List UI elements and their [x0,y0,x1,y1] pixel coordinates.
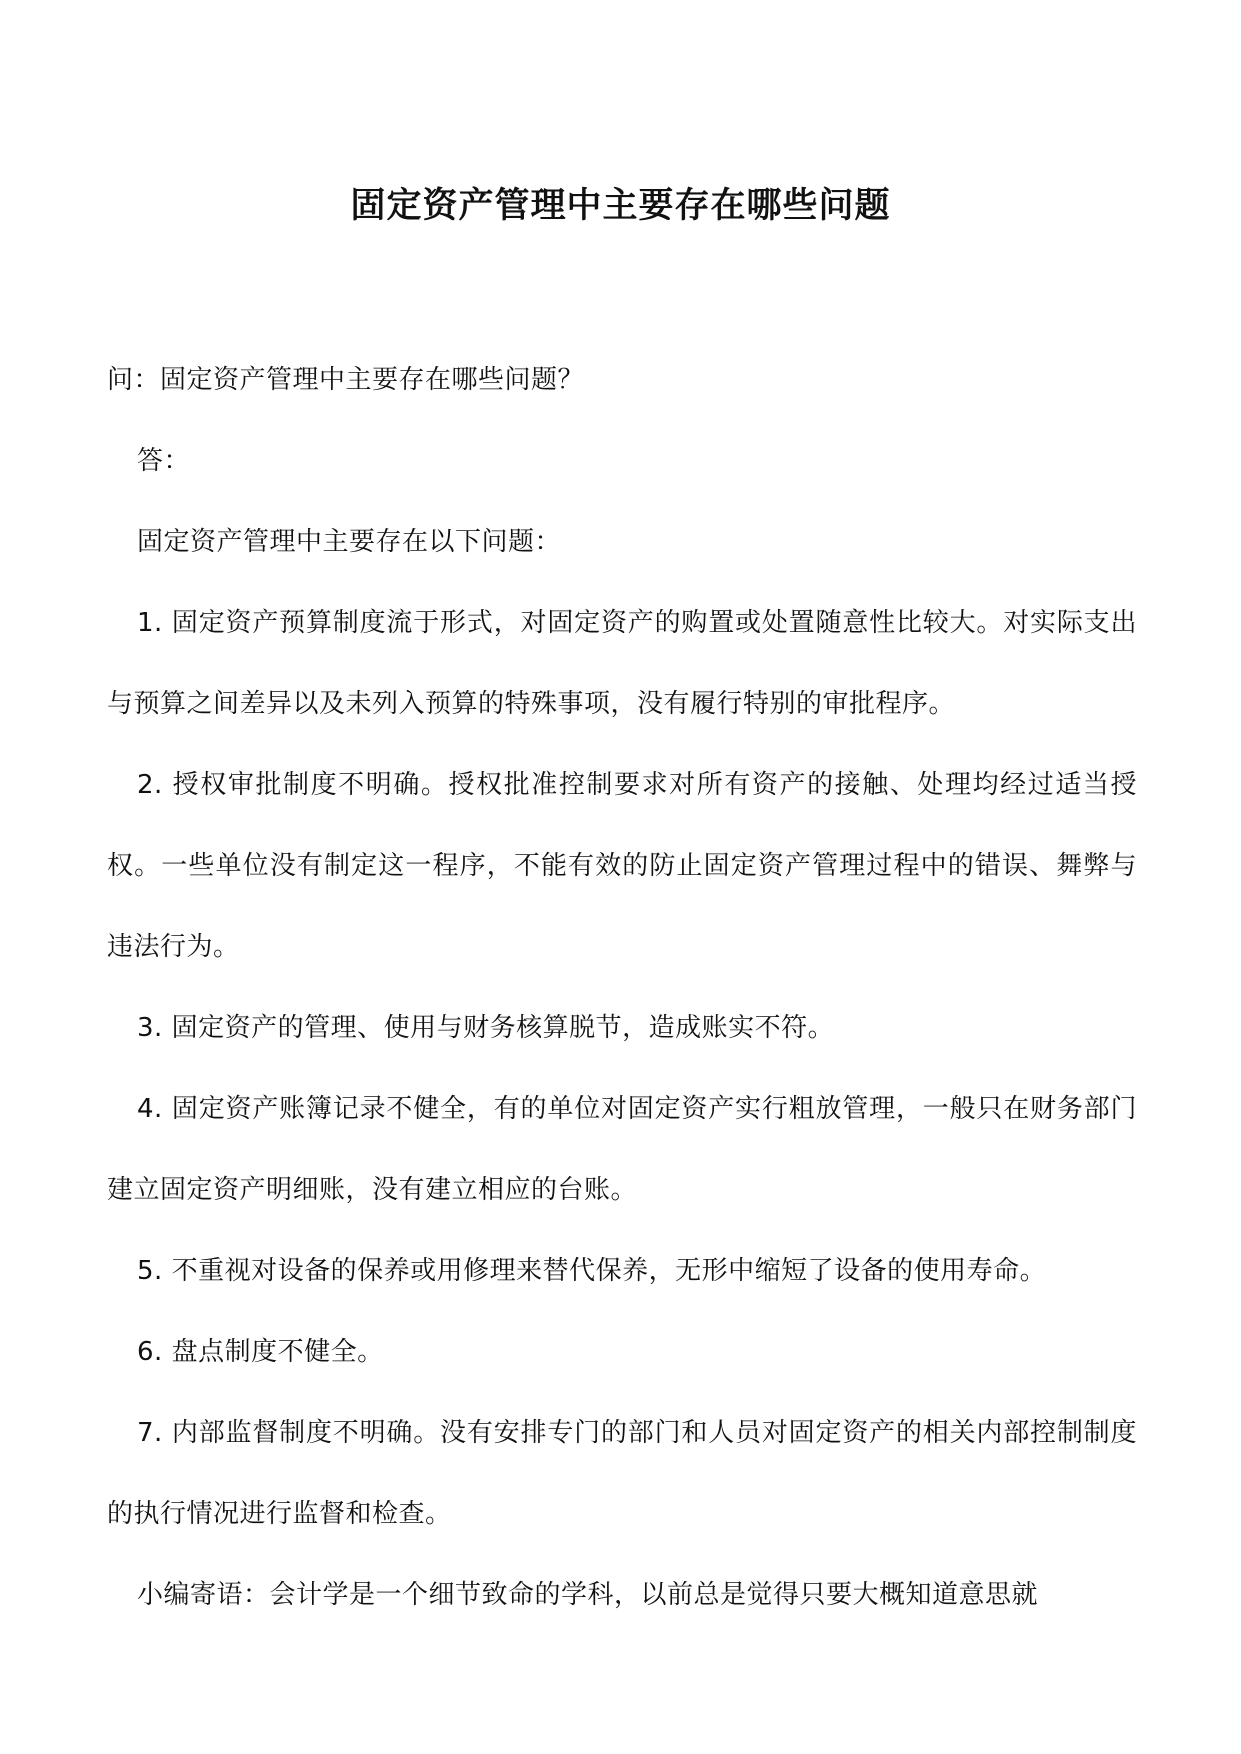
intro-paragraph: 固定资产管理中主要存在以下问题： [137,527,562,557]
list-item-3: 3. 固定资产的管理、使用与财务核算脱节，造成账实不符。 [137,1013,835,1043]
document-body [107,340,1137,1636]
list-item-2: 2. 授权审批制度不明确。授权批准控制要求对所有资产的接触、处理均经过适当授权。一些单位没有制定这一程序，不能有效的防止固定资产管理过程中的错误、舞弊与违法行为。 [107,770,1137,962]
list-item-7: 7. 内部监督制度不明确。没有安排专门的部门和人员对固定资产的相关内部控制制度的执行情况进行监督和检查。 [107,1418,1137,1529]
answer-label: 答： [137,446,191,476]
question-paragraph: 问：固定资产管理中主要存在哪些问题？ [107,365,585,395]
document-title: 固定资产管理中主要存在哪些问题 [350,185,891,227]
list-item-6: 6. 盘点制度不健全。 [137,1337,384,1367]
editor-note-paragraph: 小编寄语：会计学是一个细节致命的学科，以前总是觉得只要大概知道意思就 [137,1580,1039,1610]
list-item-1: 1. 固定资产预算制度流于形式，对固定资产的购置或处置随意性比较大。对实际支出与预算之间差异以及未列入预算的特殊事项，没有履行特别的审批程序。 [107,608,1137,719]
list-item-4: 4. 固定资产账簿记录不健全，有的单位对固定资产实行粗放管理，一般只在财务部门建立固定资产明细账，没有建立相应的台账。 [107,1094,1137,1205]
list-item-5: 5. 不重视对设备的保养或用修理来替代保养，无形中缩短了设备的使用寿命。 [137,1256,1047,1286]
